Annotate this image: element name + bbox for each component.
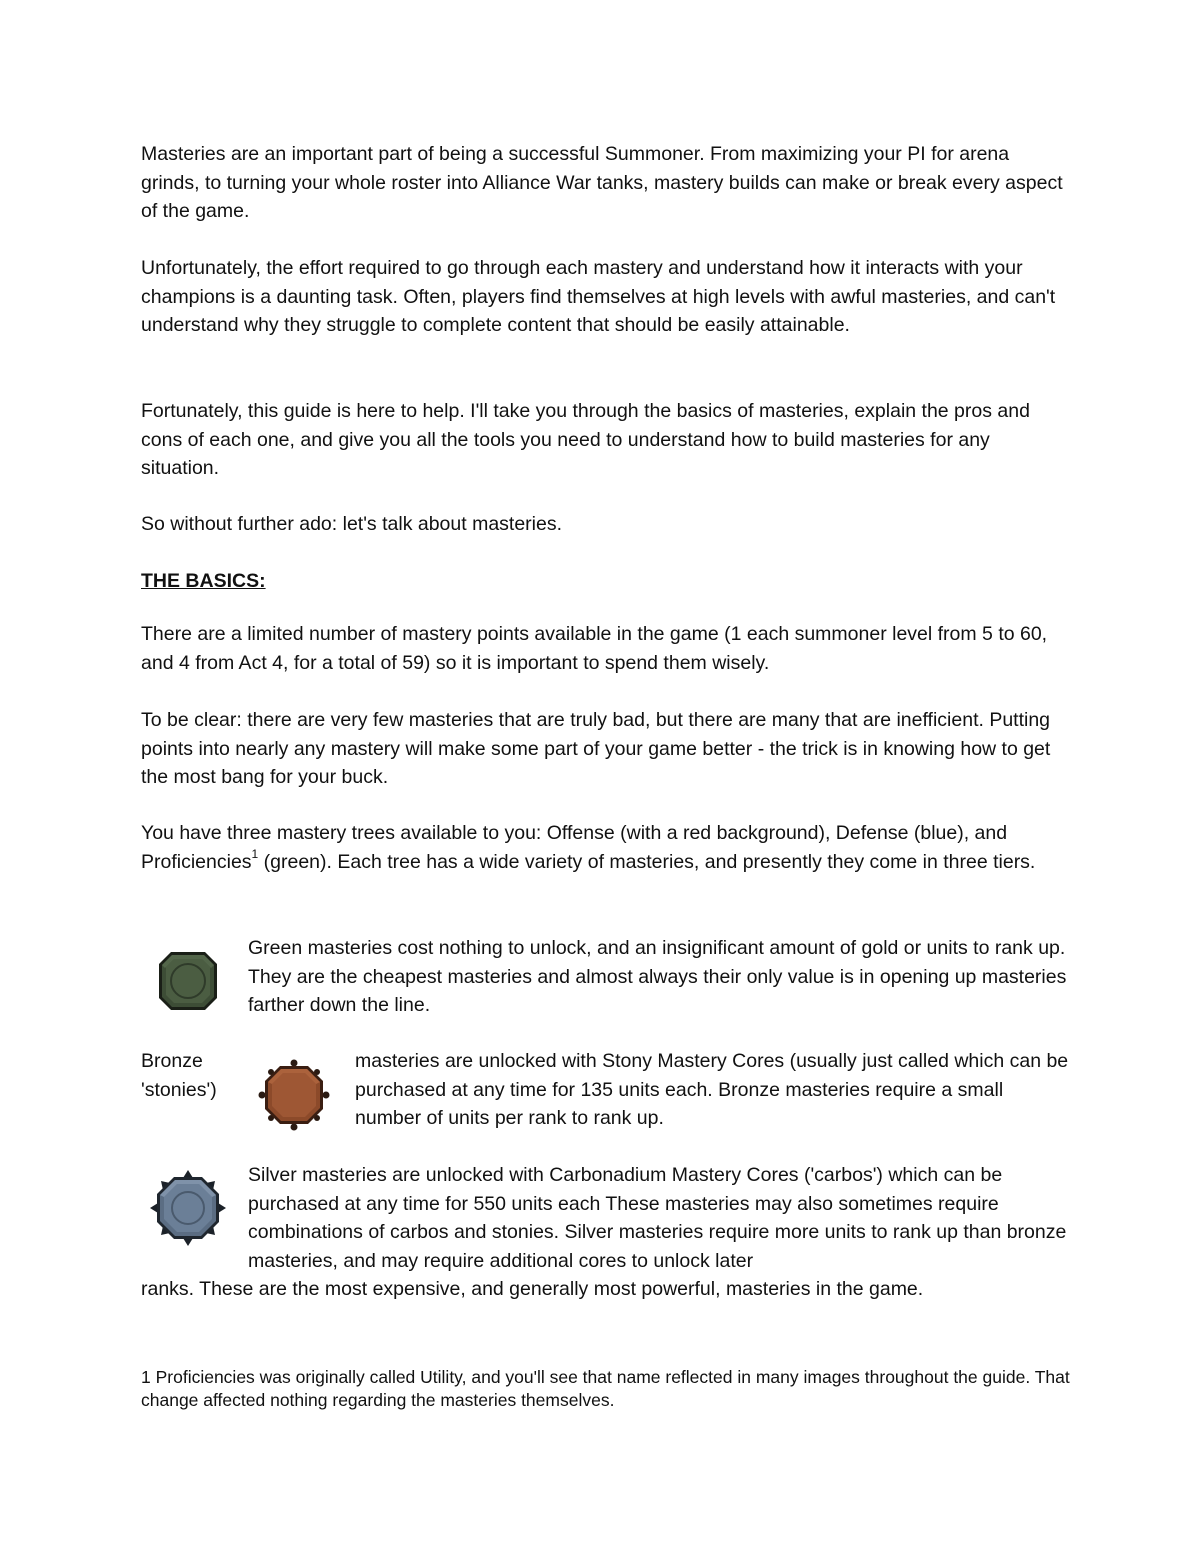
bronze-mastery-icon [258, 1059, 330, 1131]
bronze-tier-description: masteries are unlocked with Stony Mastery Cores (usually just called which can be purchased at any time for 135 units each. Bronze masteries require a small number of units per rank to rank up. [355, 1050, 1069, 1129]
bronze-tier-label [141, 1047, 251, 1104]
basics-paragraph-3-part-1: You have three mastery trees available to you: Offense (with a red background), Defense (blue), and Proficiencies [141, 822, 1008, 873]
green-mastery-icon [157, 950, 219, 1012]
intro-paragraph-2: Unfortunately, the effort required to go through each mastery and understand how it interacts with your champions is a daunting task. Often, players find themselves at high levels with awful masteries, and can't understand why they struggle to complete content that should be easily attainable. [141, 257, 1056, 336]
basics-paragraph-3 [141, 819, 1071, 876]
bronze-label-line-2: 'stonies') [141, 1078, 217, 1101]
silver-tier-description-continued: ranks. These are the most expensive, and generally most powerful, masteries in the game. [141, 1278, 924, 1300]
intro-paragraph-4: So without further ado: let's talk about masteries. [141, 513, 563, 535]
basics-paragraph-1: There are a limited number of mastery points available in the game (1 each summoner level from 5 to 60, and 4 from Act 4, for a total of 59) so it is important to spend them wisely. [141, 623, 1048, 674]
intro-paragraph-3: Fortunately, this guide is here to help. I'll take you through the basics of masteries, explain the pros and cons of each one, and give you all the tools you need to understand how to build masteries for any situation. [141, 400, 1030, 479]
footnote-reference: 1 [251, 847, 259, 861]
section-heading: THE BASICS: [141, 570, 266, 592]
bronze-label-line-1: Bronze [141, 1050, 203, 1072]
basics-paragraph-2: To be clear: there are very few masteries that are truly bad, but there are many that are inefficient. Putting points into nearly any mastery will make some part of your game better - the trick is in knowing how to get the most bang for your buck. [141, 709, 1051, 788]
footnote: 1 Proficiencies was originally called Utility, and you'll see that name reflected in many images throughout the guide. That change affected nothing regarding the masteries themselves. [141, 1367, 1070, 1410]
silver-tier-description: Silver masteries are unlocked with Carbonadium Mastery Cores ('carbos') which can be purchased at any time for 550 units each These masteries may also sometimes require combinations of carbos and stonies. Silver masteries require more units to rank up than bronze masteries, and may require additional cores to unlock later [248, 1164, 1067, 1272]
intro-paragraph-1: Masteries are an important part of being a successful Summoner. From maximizing your PI for arena grinds, to turning your whole roster into Alliance War tanks, mastery builds can make or break every aspect of the game. [141, 143, 1063, 222]
basics-paragraph-3-part-2: (green). Each tree has a wide variety of masteries, and presently they come in three tiers. [258, 850, 1036, 873]
green-tier-description: Green masteries cost nothing to unlock, and an insignificant amount of gold or units to rank up. They are the cheapest masteries and almost always their only value is in opening up masteries farther down the line. [248, 937, 1067, 1016]
silver-mastery-icon [150, 1170, 226, 1246]
